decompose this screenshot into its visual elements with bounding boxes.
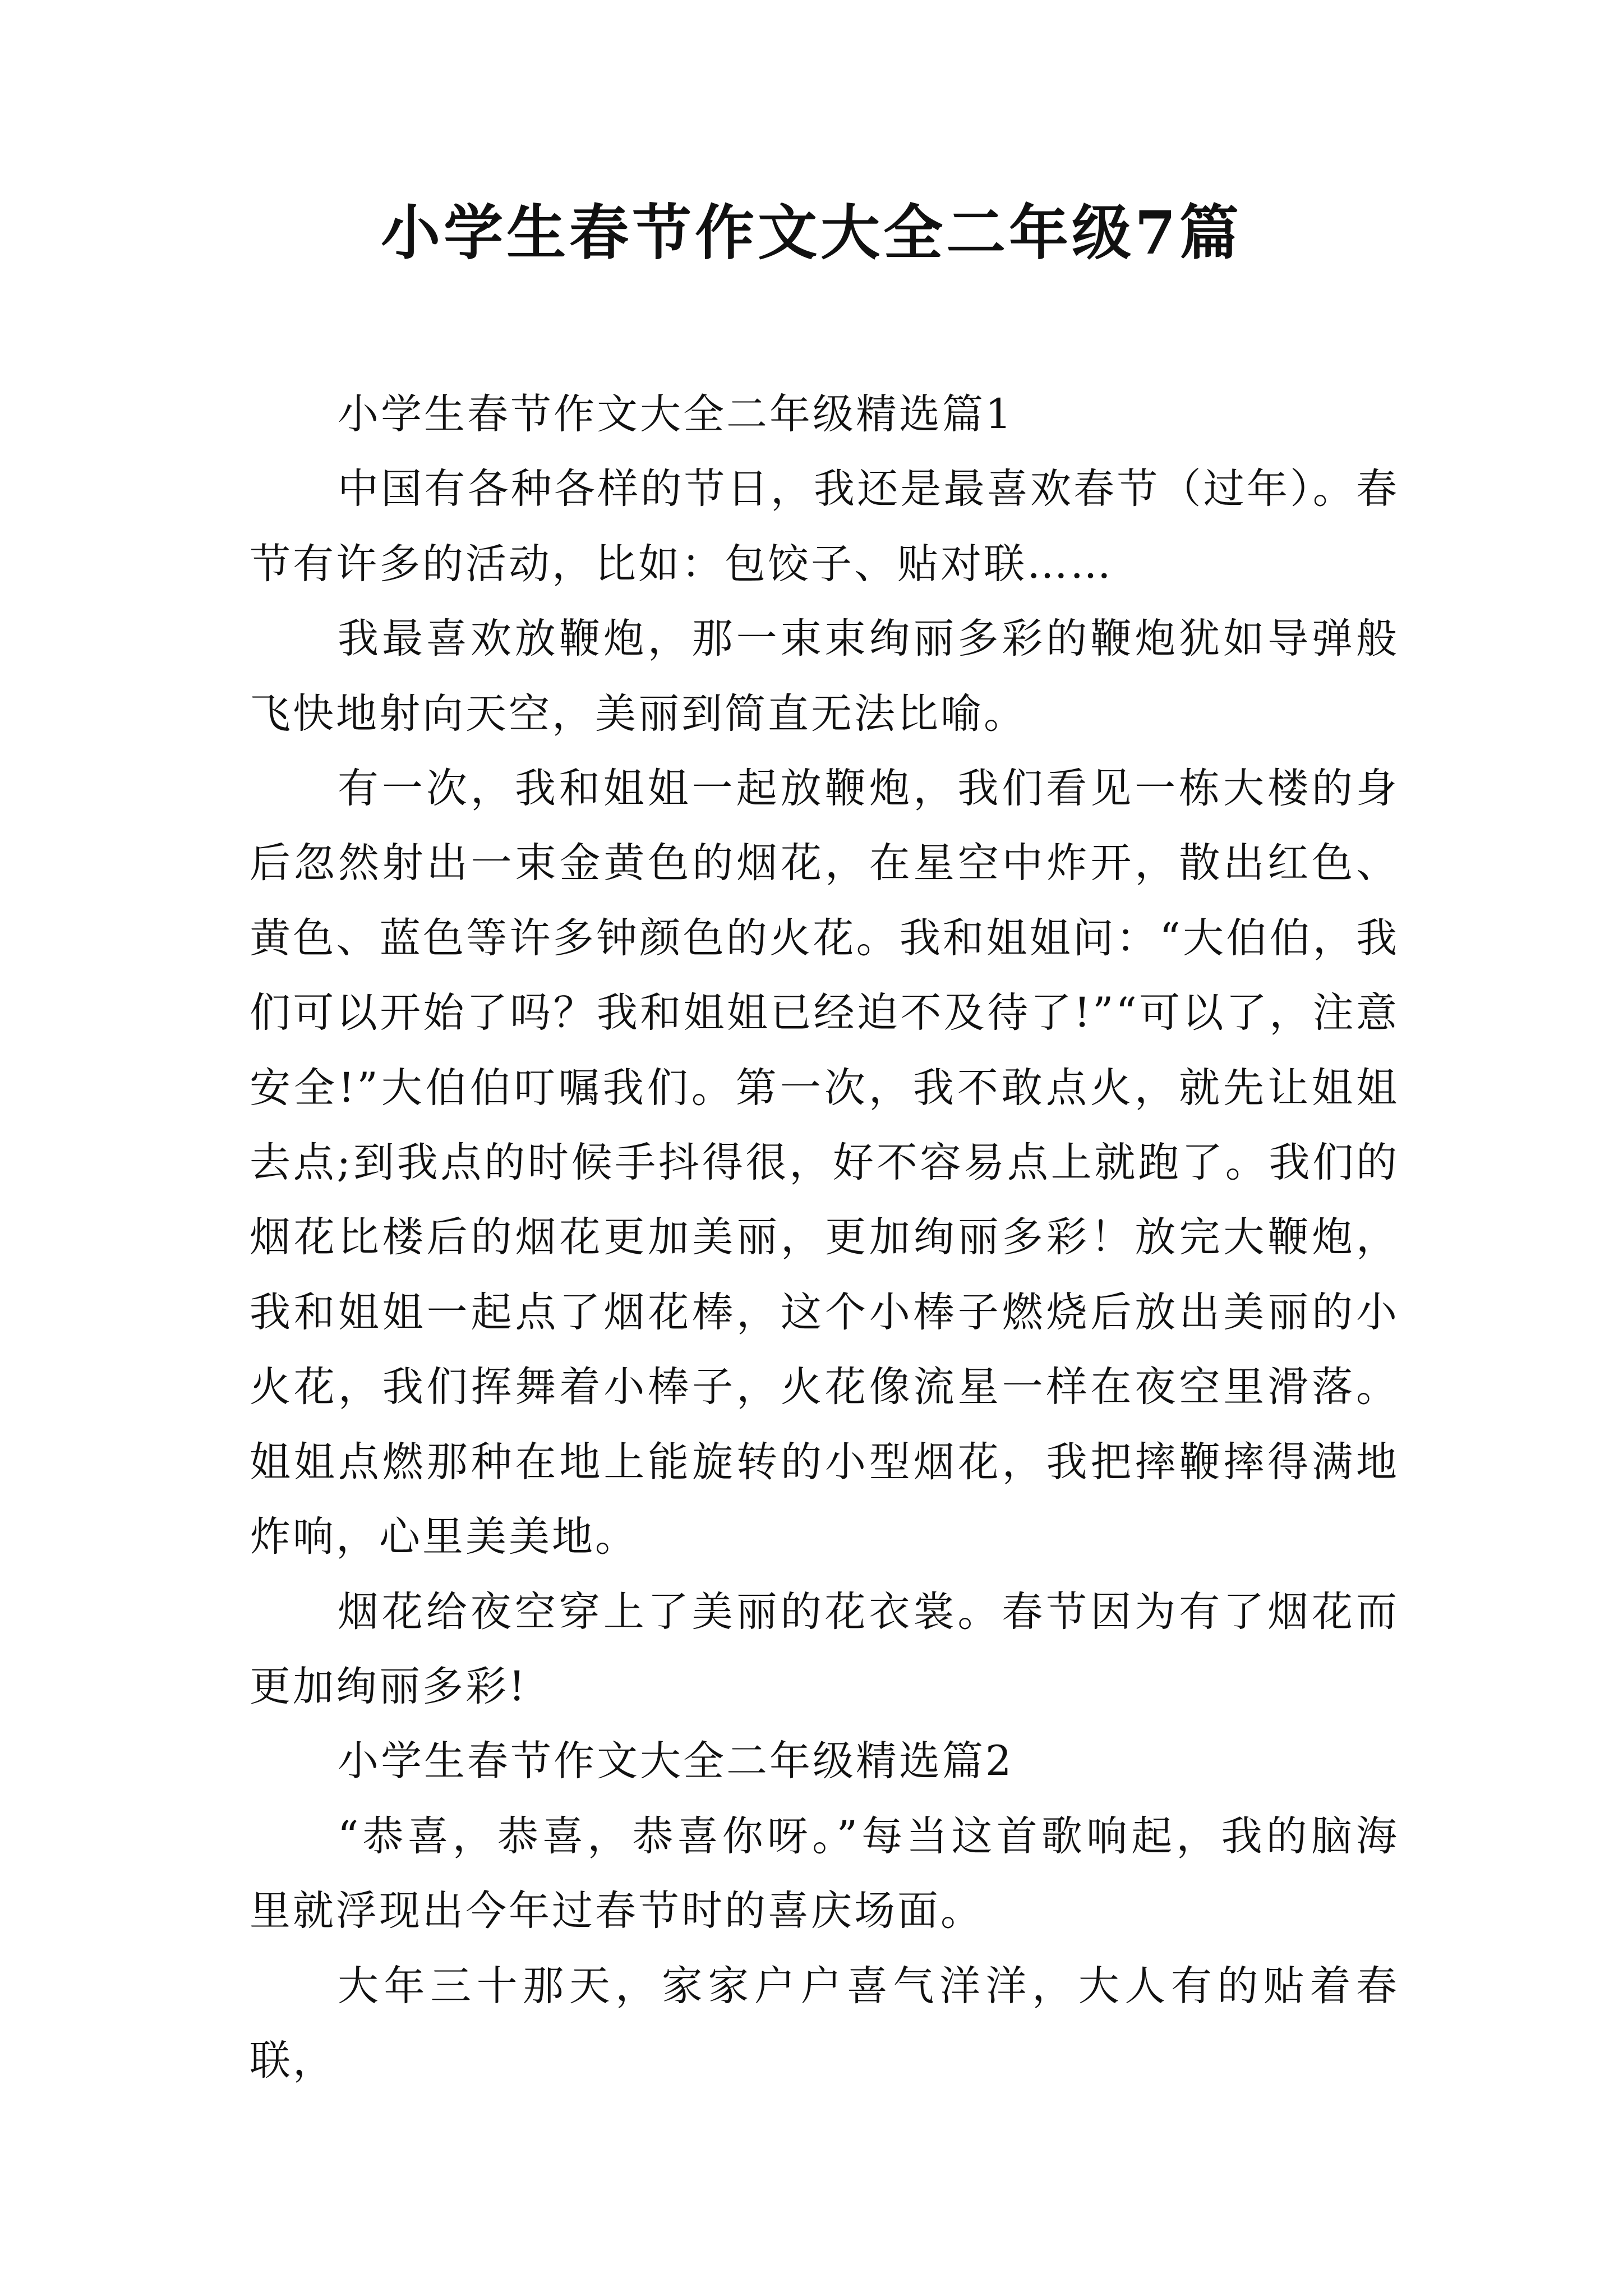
document-body <box>250 377 1399 2098</box>
paragraph: 中国有各种各样的节日，我还是最喜欢春节（过年）。春节有许多的活动，比如：包饺子、贴对联…… <box>250 465 1399 588</box>
paragraph: 大年三十那天，家家户户喜气洋洋，大人有的贴着春联， <box>250 1962 1399 2085</box>
section-heading-2: 小学生春节作文大全二年级精选篇2 <box>338 1737 1014 1786</box>
paragraph: 我最喜欢放鞭炮，那一束束绚丽多彩的鞭炮犹如导弹般飞快地射向天空，美丽到简直无法比喻。 <box>250 615 1399 738</box>
paragraph: 烟花给夜空穿上了美丽的花衣裳。春节因为有了烟花而更加绚丽多彩! <box>250 1588 1399 1710</box>
section-heading-1: 小学生春节作文大全二年级精选篇1 <box>338 390 1014 438</box>
document-title: 小学生春节作文大全二年级7篇 <box>381 197 1242 268</box>
paragraph: 有一次，我和姐姐一起放鞭炮，我们看见一栋大楼的身后忽然射出一束金黄色的烟花，在星空中炸开，散出红色、黄色、蓝色等许多钟颜色的火花。我和姐姐问：“大伯伯，我们可以开始了吗？我和姐姐已经迫不及待了!”“可以了，注意安全!”大伯伯叮嘱我们。第一次，我不敢点火，就先让姐姐去点;到我点的时候手抖得很，好不容易点上就跑了。我们的烟花比楼后的烟花更加美丽，更加绚丽多彩！放完大鞭炮，我和姐姐一起点了烟花棒，这个小棒子燃烧后放出美丽的小火花，我们挥舞着小棒子，火花像流星一样在夜空里滑落。姐姐点燃那种在地上能旋转的小型烟花，我把摔鞭摔得满地炸响，心里美美地。 <box>250 765 1399 1561</box>
paragraph: “恭喜，恭喜，恭喜你呀。”每当这首歌响起，我的脑海里就浮现出今年过春节时的喜庆场面。 <box>250 1812 1399 1935</box>
